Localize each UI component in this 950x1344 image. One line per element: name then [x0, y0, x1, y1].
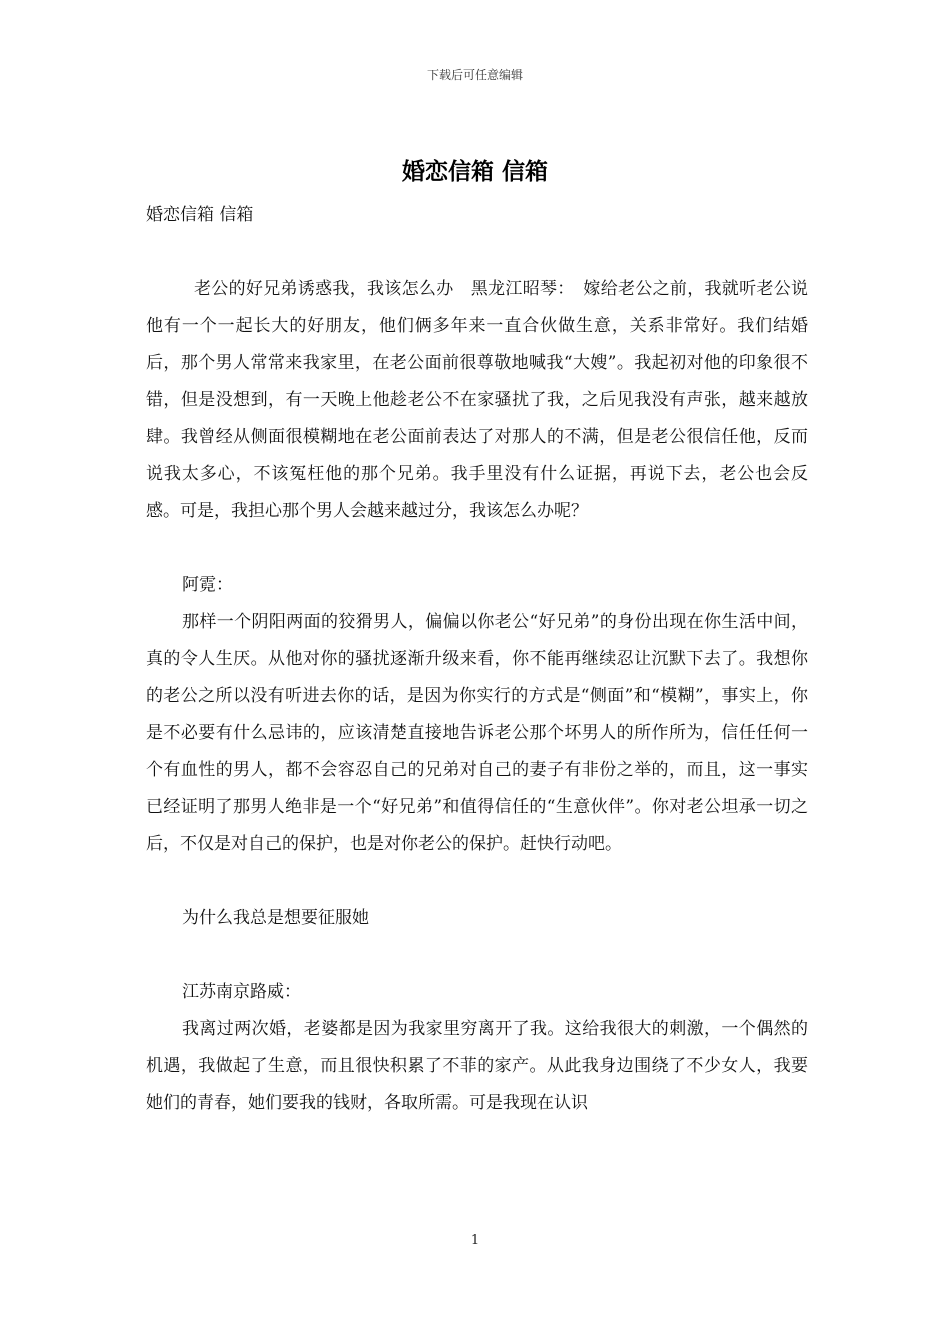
letter-2-heading: 为什么我总是想要征服她	[182, 908, 369, 928]
document-body	[146, 197, 808, 1122]
reply-1-body: 那样一个阴阳两面的狡猾男人，偏偏以你老公“好兄弟”的身份出现在你生活中间，真的令人生厌。从他对你的骚扰逐渐升级来看，你不能再继续忍让沉默下去了。我想你的老公之所以没有听进去你的话，是因为你实行的方式是“侧面”和“模糊”，事实上，你是不必要有什么忌讳的，应该清楚直接地告诉老公那个坏男人的所作所为，信任任何一个有血性的男人，都不会容忍自己的兄弟对自己的妻子有非份之举的，而且，这一事实已经证明了那男人绝非是一个“好兄弟”和值得信任的“生意伙伴”。你对老公坦承一切之后，不仅是对自己的保护，也是对你老公的保护。赶快行动吧。	[146, 612, 808, 854]
document-title: 婚恋信箱 信箱	[401, 158, 548, 185]
document-subtitle: 婚恋信箱 信箱	[146, 205, 254, 225]
paragraph-spacer	[146, 234, 808, 271]
letter-2-body: 我离过两次婚，老婆都是因为我家里穷离开了我。这给我很大的刺激，一个偶然的机遇，我做起了生意，而且很快积累了不菲的家产。从此我身边围绕了不少女人，我要她们的青春，她们要我的钱财，各取所需。可是我现在认识	[146, 1019, 808, 1113]
reply-1-salutation: 阿霓：	[182, 575, 233, 595]
paragraph-spacer	[146, 863, 808, 900]
paragraph-spacer	[146, 530, 808, 567]
page-number: 1	[470, 1233, 480, 1248]
letter-1-body: 老公的好兄弟诱惑我，我该怎么办 黑龙江昭琴： 嫁给老公之前，我就听老公说他有一个一起长大的好朋友，他们俩多年来一直合伙做生意，关系非常好。我们结婚后，那个男人常常来我家里，在老公面前很尊敬地喊我“大嫂”。我起初对他的印象很不错，但是没想到，有一天晚上他趁老公不在家骚扰了我，之后见我没有声张，越来越放肆。我曾经从侧面很模糊地在老公面前表达了对那人的不满，但是老公很信任他，反而说我太多心，不该冤枉他的那个兄弟。我手里没有什么证据，再说下去，老公也会反感。可是，我担心那个男人会越来越过分，我该怎么办呢？	[146, 279, 808, 521]
page-header-note: 下载后可任意编辑	[426, 68, 523, 82]
paragraph-spacer	[146, 937, 808, 974]
letter-2-sender: 江苏南京路威：	[182, 982, 301, 1002]
